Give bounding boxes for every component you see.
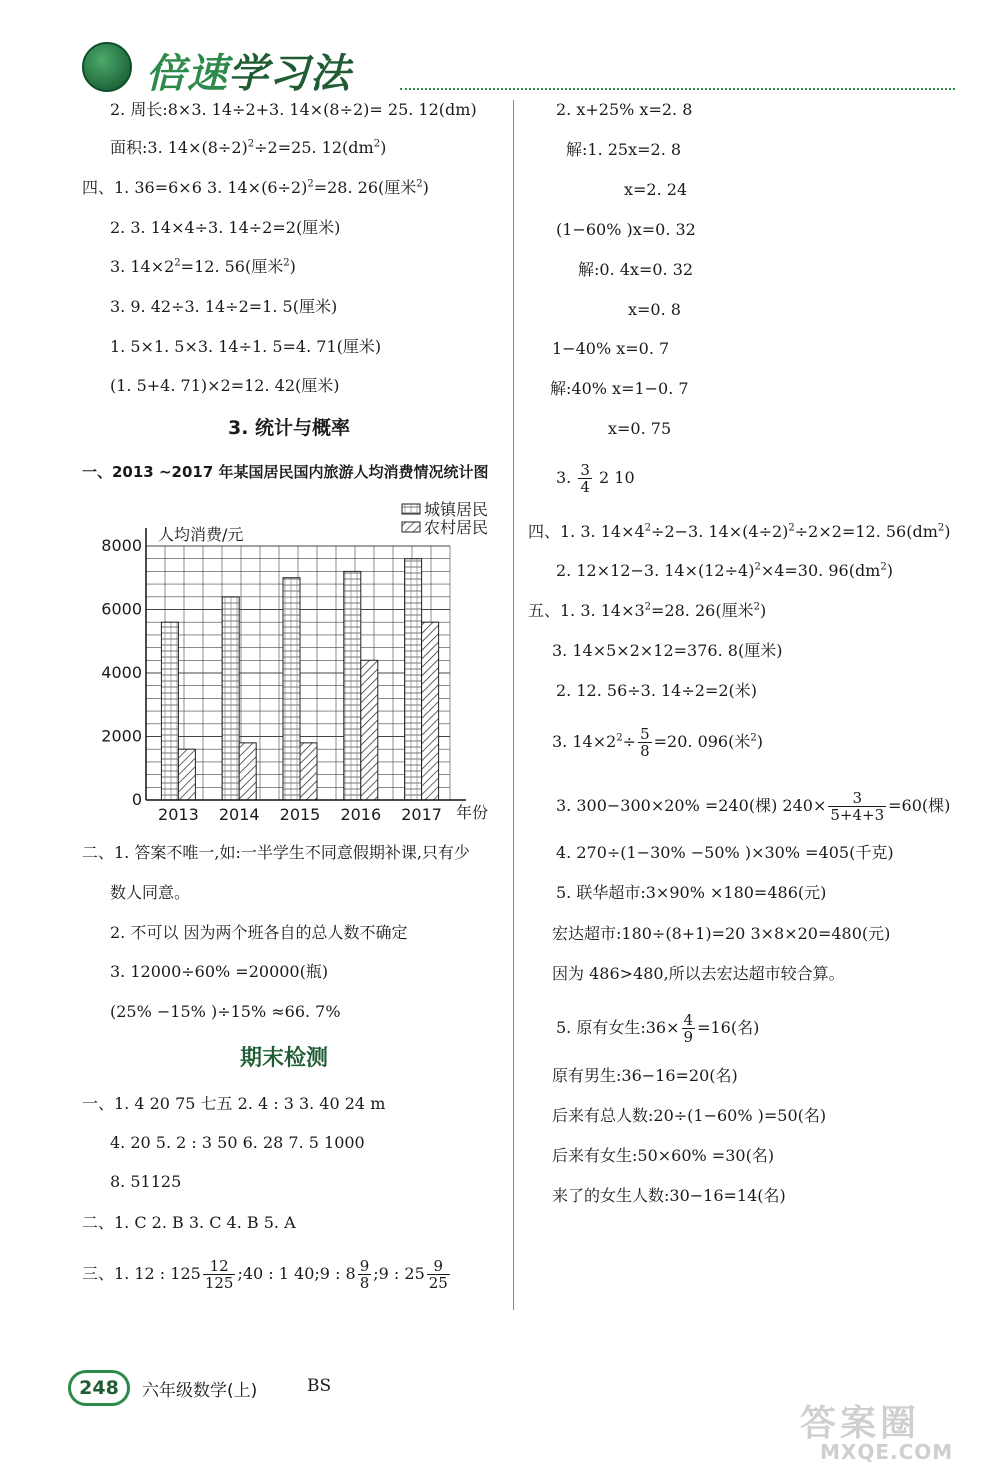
chart-y-tick-label: 6000 (101, 599, 142, 619)
answer-line: x=0. 75 (608, 419, 672, 438)
answer-line: 原有男生:36−16=20(名) (552, 1066, 738, 1085)
header-dotted-rule (400, 88, 955, 90)
chart-heading: 一、2013 ~2017 年某国居民国内旅游人均消费情况统计图 (82, 463, 489, 481)
column-divider (513, 100, 514, 1310)
answer-line: 1−40% x=0. 7 (552, 339, 670, 358)
answer-line: (1−60% )x=0. 32 (556, 220, 696, 239)
answer-line: 5. 联华超市:3×90% ×180=486(元) (556, 883, 827, 902)
watermark-logo: 答案圈 (800, 1403, 921, 1444)
book-title: 六年级数学(上) (142, 1381, 258, 1401)
chart-x-tick-label: 2017 (401, 805, 442, 824)
answer-line: 2. 周长:8×3. 14÷2+3. 14×(8÷2)= 25. 12(dm) (110, 100, 477, 119)
answer-line: 解:0. 4x=0. 32 (578, 260, 694, 279)
chart-bar (239, 743, 256, 800)
chart-y-tick-label: 8000 (101, 536, 142, 555)
chart-bar (344, 571, 361, 800)
answer-line: 因为 486>480,所以去宏达超市较合算。 (552, 964, 845, 983)
header-title: 倍速学习法 (146, 51, 351, 97)
page-number-badge: 248 (68, 1370, 130, 1406)
answer-line: 2. 不可以 因为两个班各自的总人数不确定 (110, 923, 408, 942)
chart-bar (405, 559, 422, 800)
legend-label: 农村居民 (424, 518, 489, 537)
chart-bar (283, 578, 300, 800)
legend-swatch (402, 522, 420, 532)
answer-line: (1. 5+4. 71)×2=12. 42(厘米) (110, 376, 340, 395)
answer-line: 1. 5×1. 5×3. 14÷1. 5=4. 71(厘米) (110, 337, 382, 356)
chart-bar (300, 743, 317, 800)
chart-xlabel: 年份 (456, 803, 489, 822)
answer-line: 5. 原有女生:36× $\frac{4}{9}$ =16(名) (556, 1011, 760, 1046)
answer-line: 后来有女生:50×60% =30(名) (552, 1146, 775, 1165)
final-exam-title: 期末检测 (240, 1046, 329, 1071)
answer-line: 五、1. 3. $14\times 3^2=28$. 26(厘米$^2$) (528, 601, 767, 620)
answer-line: 2. 3. 14×4÷3. 14÷2=2(厘米) (110, 218, 341, 237)
answer-line: 三、1. 12 : 125 $\frac{12}{125}$ ;40 : 1 40;9 : 8 $\frac{9}{8}$ ;9 : 25 $\frac{9}{25}$ (82, 1257, 448, 1292)
answer-line: 面积:3. $14\times(8\div 2)^2\div 2=25$. $12(dm^2)$ (110, 138, 387, 157)
chart-bar (222, 597, 239, 800)
answer-line: 8. 51125 (110, 1172, 182, 1191)
answer-line: 2. 12. 56÷3. 14÷2=2(米) (556, 681, 758, 700)
answer-line: 二、1. C 2. B 3. C 4. B 5. A (82, 1213, 296, 1232)
answer-line: 解:40% x=1−0. 7 (550, 379, 689, 398)
answer-line: (25% −15% )÷15% ≈66. 7% (110, 1002, 341, 1021)
answer-line: 一、1. 4 20 75 七五 2. 4 : 3 3. 40 24 m (82, 1094, 386, 1113)
chart-ylabel: 人均消费/元 (158, 525, 244, 544)
chart-bar (361, 660, 378, 800)
legend-label: 城镇居民 (424, 500, 489, 519)
chart-bar (422, 622, 439, 800)
answer-line: 3. 12000÷60% =20000(瓶) (110, 962, 329, 981)
answer-line: 3. 300−300×20% =240(棵) 240× $\frac{3}{5+4+3}$ =60(棵) (556, 789, 951, 824)
chart-x-tick-label: 2014 (218, 805, 260, 824)
chart-y-tick-label: 4000 (101, 663, 142, 682)
answer-line: 来了的女生人数:30−16=14(名) (552, 1186, 786, 1205)
watermark-url: MXQE.COM (820, 1440, 954, 1464)
answer-line: x=2. 24 (624, 180, 688, 199)
bar-chart (90, 498, 500, 833)
answer-line: 四、1. 3. $14\times 4^2\div 2-3$. $14\times(4\div 2)^2\div 2\times 2=12$. $56(dm^2)$ (528, 522, 951, 541)
edition-code: BS (307, 1376, 332, 1396)
chart-y-tick-label: 0 (131, 790, 142, 809)
answer-line: 3. 9. 42÷3. 14÷2=1. 5(厘米) (110, 297, 338, 316)
chart-bar (161, 622, 178, 800)
section-heading: 3. 统计与概率 (228, 417, 351, 439)
answer-line: x=0. 8 (628, 300, 681, 319)
answer-line: 4. 20 5. 2 : 3 50 6. 28 7. 5 1000 (110, 1133, 365, 1152)
answer-line: 二、1. 答案不唯一,如:一半学生不同意假期补课,只有少 (82, 843, 470, 862)
legend-swatch (402, 504, 420, 514)
answer-line: 2. 12×12−3. $14\times(12\div 4)^2\times 4=30$. $96(dm^2)$ (556, 561, 893, 580)
answer-line: 3. 14×5×2×12=376. 8(厘米) (552, 641, 783, 660)
chart-x-tick-label: 2013 (158, 805, 199, 824)
answer-line: 4. 270÷(1−30% −50% )×30% =405(千克) (556, 843, 894, 862)
answer-line: 3. $14\times 2^2=12$. 56(厘米$^2$) (110, 257, 296, 276)
chart-x-tick-label: 2016 (340, 805, 382, 824)
chart-y-tick-label: 2000 (101, 726, 142, 746)
answer-line: 后来有总人数:20÷(1−60% )=50(名) (552, 1106, 827, 1125)
answer-line: 3. $14\times 2^2\div$ $\frac{5}{8}$ =20. 096(米$^2$) (552, 725, 763, 760)
answer-line: 宏达超市:180÷(8+1)=20 3×8×20=480(元) (552, 924, 891, 943)
chart-x-tick-label: 2015 (279, 805, 321, 824)
answer-line: 数人同意。 (110, 883, 191, 902)
answer-line: 3. $\frac{3}{4}$ 2 10 (556, 461, 635, 496)
brand-logo-icon (82, 42, 132, 92)
answer-line: 2. x+25% x=2. 8 (556, 100, 693, 119)
answer-line: 解:1. 25x=2. 8 (566, 140, 682, 159)
chart-bar (178, 749, 195, 800)
answer-line: 四、1. 36=6×6 3. $14\times(6\div 2)^2=28$. 26(厘米$^2$) (82, 178, 429, 197)
